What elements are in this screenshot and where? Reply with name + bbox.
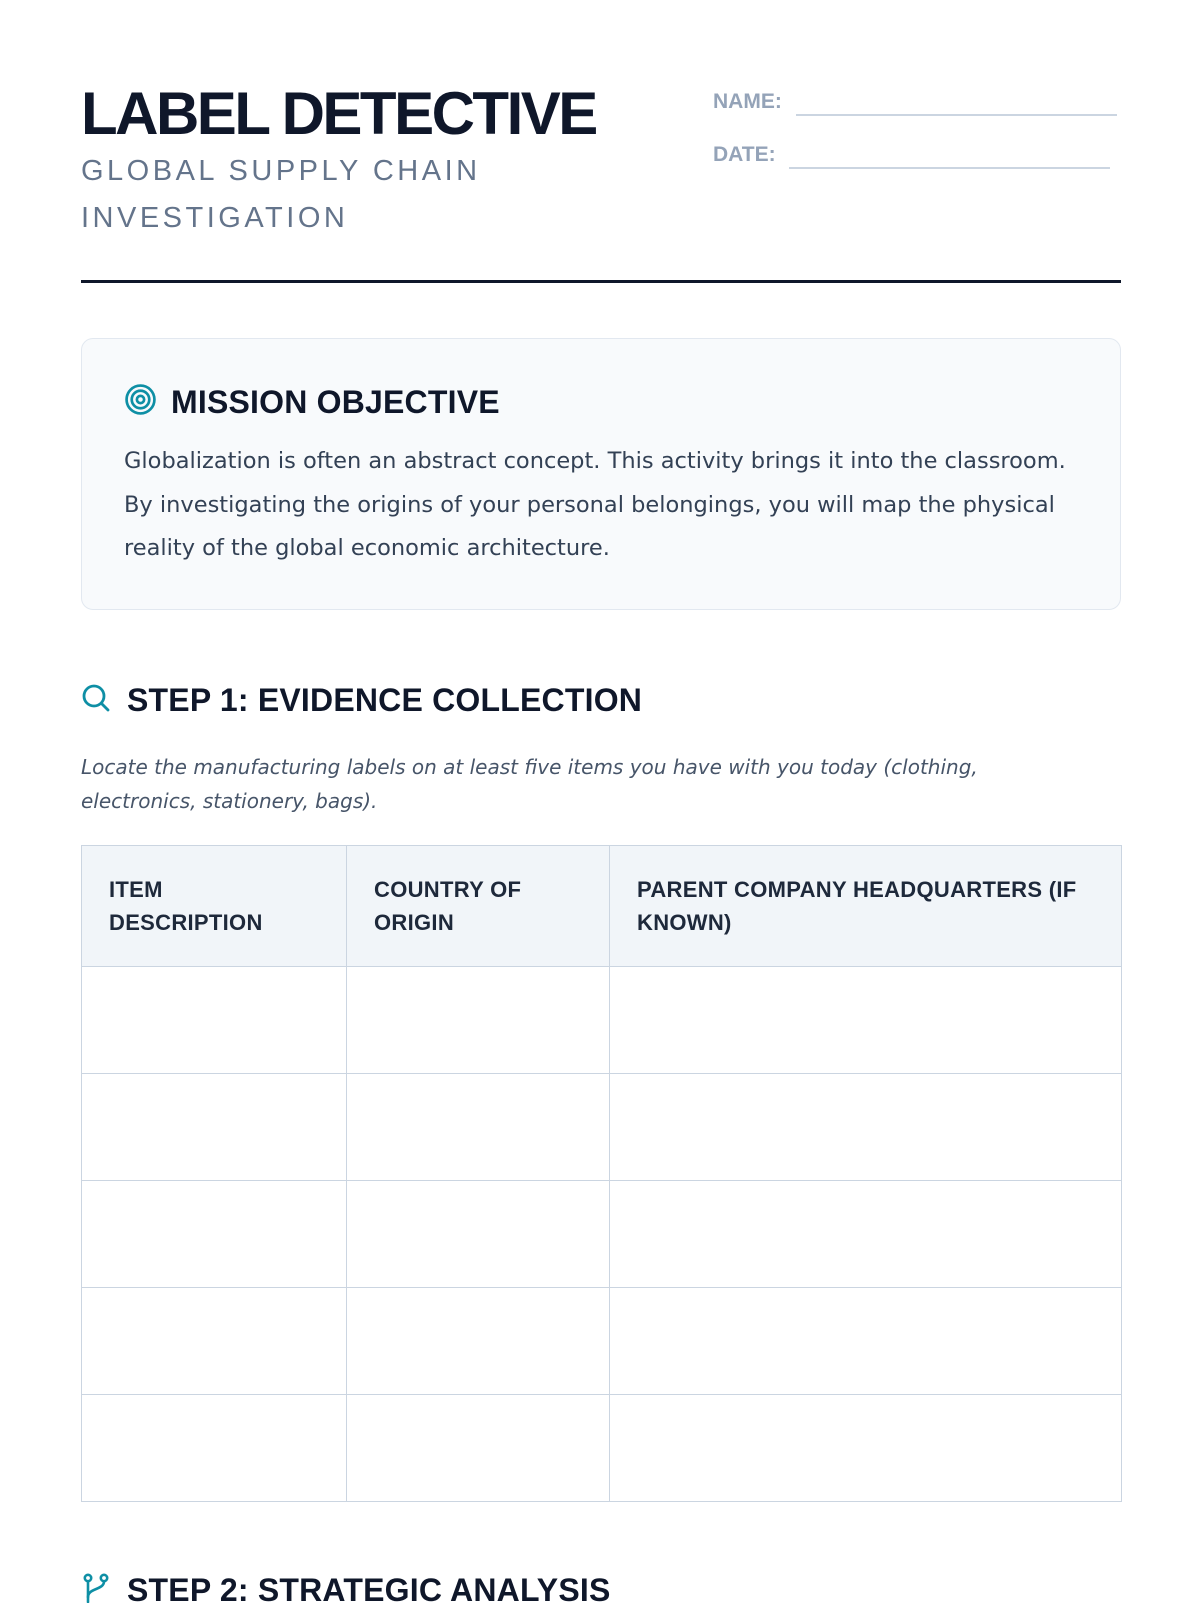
table-cell[interactable]: [82, 1074, 347, 1181]
git-merge-icon: [81, 1573, 111, 1608]
table-cell[interactable]: [610, 1288, 1122, 1395]
step1-instructions: Locate the manufacturing labels on at least five items you have with you today (clothing, electronics, stationery, bags).: [81, 755, 978, 813]
step2-title: STEP 2: STRATEGIC ANALYSIS: [127, 1572, 611, 1608]
date-field-row: [713, 139, 1110, 169]
table-cell[interactable]: [347, 1181, 610, 1288]
table-cell[interactable]: [347, 1074, 610, 1181]
step1-heading: [81, 682, 642, 719]
page-title: LABEL DETECTIVE: [81, 80, 596, 147]
table-cell[interactable]: [347, 1288, 610, 1395]
step1-title: STEP 1: EVIDENCE COLLECTION: [127, 682, 643, 718]
target-icon: [124, 383, 157, 421]
evidence-table: [81, 845, 1122, 1502]
column-header-headquarters: PARENT COMPANY HEADQUARTERS (IF KNOWN): [610, 846, 1122, 967]
table-row: [82, 1181, 1122, 1288]
mission-text: Globalization is often an abstract concept. This activity brings it into the classroom. By investigating the origins of your personal belongings, you will map the physical reality of the global economic architecture.: [124, 448, 1066, 561]
table-cell[interactable]: [82, 967, 347, 1074]
table-cell[interactable]: [82, 1288, 347, 1395]
mission-objective-card: [81, 338, 1121, 610]
worksheet-header: [81, 0, 1121, 283]
table-row: [82, 1074, 1122, 1181]
table-row: [82, 967, 1122, 1074]
table-row: [82, 1395, 1122, 1502]
table-cell[interactable]: [82, 1395, 347, 1502]
mission-heading: [124, 383, 500, 421]
table-cell[interactable]: [347, 1395, 610, 1502]
column-header-country: COUNTRY OF ORIGIN: [347, 846, 610, 967]
name-label: NAME:: [713, 90, 782, 113]
step2-heading: [81, 1572, 611, 1609]
date-field[interactable]: [789, 139, 1110, 169]
page-subtitle: GLOBAL SUPPLY CHAIN INVESTIGATION: [81, 155, 481, 234]
table-cell[interactable]: [347, 967, 610, 1074]
table-cell[interactable]: [610, 1181, 1122, 1288]
name-field[interactable]: [796, 86, 1117, 116]
table-cell[interactable]: [610, 967, 1122, 1074]
worksheet-page: [81, 0, 1121, 1608]
mission-title: MISSION OBJECTIVE: [171, 383, 500, 420]
date-label: DATE:: [713, 143, 776, 166]
search-icon: [81, 683, 111, 718]
column-header-item: ITEM DESCRIPTION: [82, 846, 347, 967]
name-field-row: [713, 86, 1117, 116]
table-cell[interactable]: [82, 1181, 347, 1288]
table-cell[interactable]: [610, 1074, 1122, 1181]
table-row: [82, 1288, 1122, 1395]
table-cell[interactable]: [610, 1395, 1122, 1502]
table-header-row: [82, 846, 1122, 967]
